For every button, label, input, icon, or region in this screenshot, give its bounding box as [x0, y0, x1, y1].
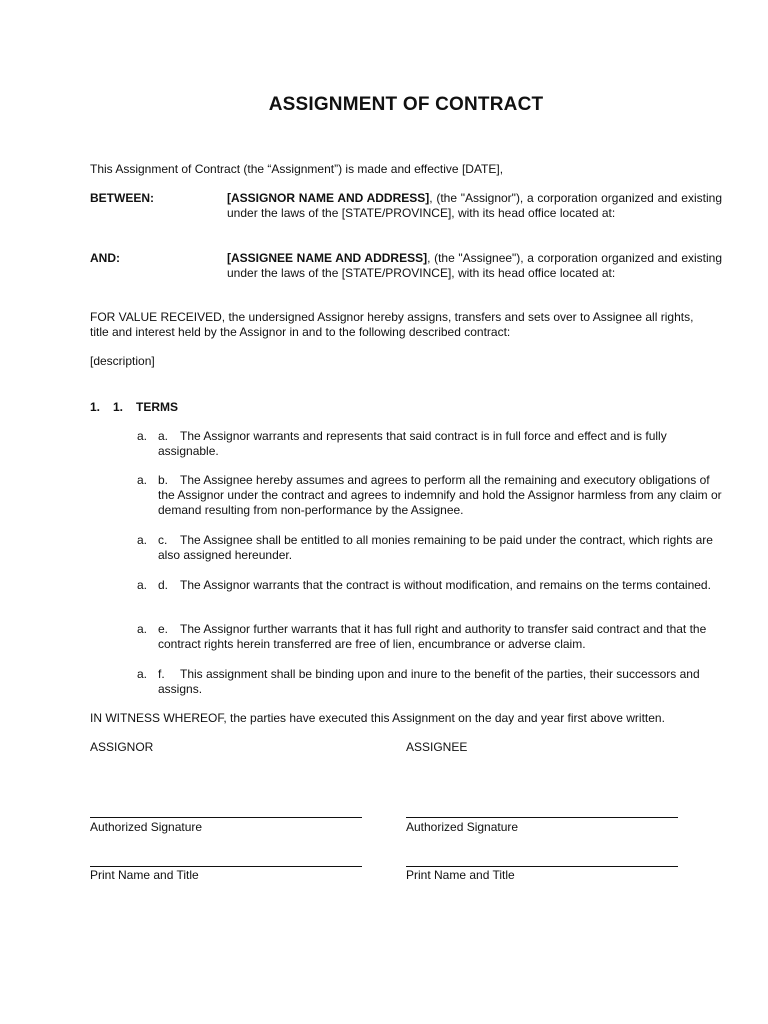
term-text: This assignment shall be binding upon and inure to the benefit of the parties, their successors and assigns. — [158, 667, 700, 696]
and-label: AND: — [90, 251, 120, 265]
assignee-name-placeholder: [ASSIGNEE NAME AND ADDRESS] — [227, 251, 428, 265]
assignor-name-label: Print Name and Title — [90, 868, 199, 882]
assignor-heading: ASSIGNOR — [90, 740, 154, 754]
term-marker: a. — [137, 667, 148, 681]
term-text: The Assignee shall be entitled to all monies remaining to be paid under the contract, which rights are also assigned hereunder. — [158, 533, 713, 562]
intro-paragraph: This Assignment of Contract (the “Assignment”) is made and effective [DATE], — [90, 162, 504, 176]
term-marker: a. — [137, 429, 148, 443]
term-letter: f. — [158, 667, 165, 681]
between-text — [227, 191, 722, 221]
assignee-heading: ASSIGNEE — [406, 740, 468, 754]
assignor-description: , (the "Assignor"), a corporation organized and existing under the laws of the [STATE/PROVINCE], with its head office located at: — [227, 191, 722, 220]
term-letter: e. — [158, 622, 169, 636]
assignee-signature-line — [406, 817, 678, 818]
term-text: The Assignor further warrants that it has full right and authority to transfer said contract and that the contract rights herein transferred are free of lien, encumbrance or adverse claim. — [158, 622, 707, 651]
term-marker: a. — [137, 473, 148, 487]
term-letter: b. — [158, 473, 169, 487]
assignee-description: , (the "Assignee"), a corporation organized and existing under the laws of the [STATE/PROVINCE], with its head office located at: — [227, 251, 723, 280]
term-marker: a. — [137, 578, 148, 592]
term-letter: c. — [158, 533, 168, 547]
assignor-signature-line — [90, 817, 362, 818]
document-title: ASSIGNMENT OF CONTRACT — [268, 94, 544, 115]
assignee-name-label: Print Name and Title — [406, 868, 515, 882]
term-text: The Assignor warrants and represents that said contract is in full force and effect and is fully assignable. — [158, 429, 667, 458]
terms-number-2: 1. — [113, 400, 124, 414]
witness-paragraph: IN WITNESS WHEREOF, the parties have executed this Assignment on the day and year first above written. — [90, 711, 665, 725]
term-marker: a. — [137, 533, 148, 547]
term-text: The Assignor warrants that the contract is without modification, and remains on the terms contained. — [180, 578, 711, 592]
assignor-signature-label: Authorized Signature — [90, 820, 203, 834]
and-text — [227, 251, 722, 281]
assignor-name-line — [90, 866, 362, 867]
term-letter: a. — [158, 429, 169, 443]
term-text: The Assignee hereby assumes and agrees to perform all the remaining and executory obligations of the Assignor under the contract and agrees to indemnify and hold the Assignor harmless from any claim or demand resulting from non-performance by the Assignee. — [158, 473, 722, 517]
terms-label: TERMS — [136, 400, 178, 414]
between-label: BETWEEN: — [90, 191, 154, 205]
assignor-name-placeholder: [ASSIGNOR NAME AND ADDRESS] — [227, 191, 430, 205]
description-placeholder: [description] — [90, 354, 155, 368]
assignee-name-line — [406, 866, 678, 867]
value-received-paragraph: FOR VALUE RECEIVED, the undersigned Assignor hereby assigns, transfers and sets over to Assignee all rights, title and interest held by the Assignor in and to the following described contract: — [90, 310, 694, 339]
terms-number-1: 1. — [90, 400, 101, 414]
term-letter: d. — [158, 578, 169, 592]
terms-heading — [90, 400, 178, 415]
assignee-signature-label: Authorized Signature — [406, 820, 519, 834]
term-marker: a. — [137, 622, 148, 636]
